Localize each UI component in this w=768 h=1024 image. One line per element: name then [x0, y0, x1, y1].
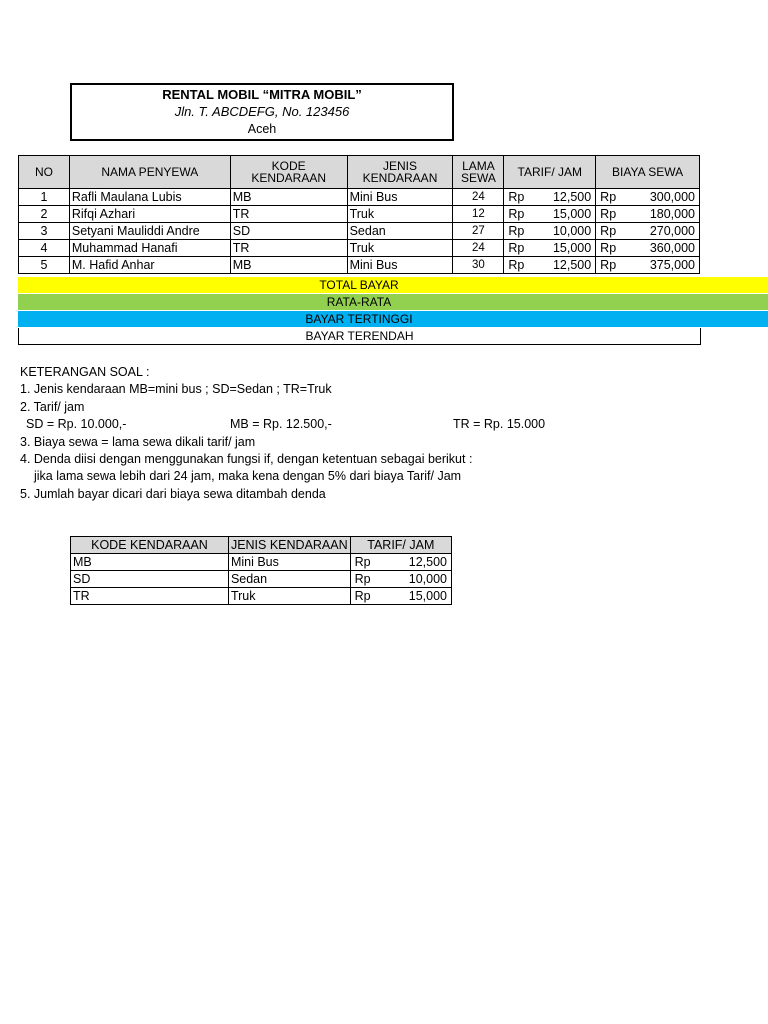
- tarif-sd: SD = Rp. 10.000,-: [26, 417, 127, 432]
- currency-label: Rp: [600, 207, 617, 221]
- cell-kode[interactable]: TR: [230, 206, 347, 223]
- currency-label: Rp: [508, 190, 525, 204]
- tarif-list: [20, 416, 546, 433]
- currency-label: Rp: [354, 589, 371, 603]
- bayar-tertinggi-label: BAYAR TERTINGGI: [305, 312, 413, 326]
- table-row: [19, 257, 700, 274]
- cell-lama[interactable]: 27: [453, 223, 504, 240]
- total-bayar-row[interactable]: [18, 277, 768, 293]
- cell-tarif[interactable]: [504, 257, 596, 274]
- note-line-5: 5. Jumlah bayar dicari dari biaya sewa ditambah denda: [20, 486, 326, 501]
- cell-nama[interactable]: Setyani Mauliddi Andre: [69, 223, 230, 240]
- cell-nama[interactable]: Rafli Maulana Lubis: [69, 189, 230, 206]
- cell-tarif[interactable]: [504, 189, 596, 206]
- biaya-value: 270,000: [649, 224, 695, 238]
- cell-tarif[interactable]: [504, 206, 596, 223]
- col-header-jenis-line1: JENIS: [383, 159, 418, 173]
- bayar-terendah-row[interactable]: [18, 328, 701, 345]
- cell-biaya[interactable]: [596, 189, 700, 206]
- cell-no[interactable]: 4: [19, 240, 70, 257]
- note-line-4b: jika lama sewa lebih dari 24 jam, maka kena dengan 5% dari biaya Tarif/ Jam: [34, 469, 462, 484]
- currency-label: Rp: [508, 224, 525, 238]
- ref-cell-kode[interactable]: MB: [71, 554, 229, 571]
- currency-label: Rp: [354, 572, 371, 586]
- cell-lama[interactable]: 24: [453, 240, 504, 257]
- bayar-terendah-label: BAYAR TERENDAH: [305, 329, 414, 343]
- col-header-no[interactable]: NO: [19, 156, 70, 189]
- cell-lama[interactable]: 24: [453, 189, 504, 206]
- table-row: [71, 588, 452, 605]
- ref-cell-tarif[interactable]: [350, 554, 451, 571]
- table-row: [71, 554, 452, 571]
- col-header-kode[interactable]: KODE KENDARAAN: [230, 156, 347, 189]
- header-box: [70, 83, 454, 141]
- col-header-nama[interactable]: NAMA PENYEWA: [69, 156, 230, 189]
- tarif-value: 15,000: [552, 207, 592, 221]
- ref-cell-jenis[interactable]: Truk: [228, 588, 350, 605]
- note-line-1: 1. Jenis kendaraan MB=mini bus ; SD=Sedan ; TR=Truk: [20, 382, 332, 397]
- ref-header-jenis[interactable]: JENIS KENDARAAN: [228, 537, 350, 554]
- notes-section: [20, 364, 546, 503]
- tarif-reference-table: [70, 536, 452, 605]
- ref-cell-tarif[interactable]: [350, 588, 451, 605]
- tarif-tr: TR = Rp. 15.000: [453, 417, 546, 432]
- currency-label: Rp: [508, 207, 525, 221]
- col-header-lama-line2: SEWA: [460, 171, 496, 185]
- cell-no[interactable]: 3: [19, 223, 70, 240]
- table-row: [19, 240, 700, 257]
- cell-kode[interactable]: MB: [230, 257, 347, 274]
- currency-label: Rp: [600, 241, 617, 255]
- tarif-mb: MB = Rp. 12.500,-: [230, 417, 332, 432]
- tarif-value: 10,000: [552, 224, 592, 238]
- ref-tarif-value: 12,500: [408, 555, 447, 569]
- cell-no[interactable]: 1: [19, 189, 70, 206]
- ref-tarif-value: 10,000: [408, 572, 447, 586]
- ref-cell-jenis[interactable]: Mini Bus: [228, 554, 350, 571]
- tarif-value: 12,500: [552, 190, 592, 204]
- table-row: [71, 571, 452, 588]
- cell-nama[interactable]: Muhammad Hanafi: [69, 240, 230, 257]
- table-row: [19, 223, 700, 240]
- ref-cell-kode[interactable]: TR: [71, 588, 229, 605]
- col-header-lama-line1: LAMA: [462, 159, 495, 173]
- currency-label: Rp: [600, 224, 617, 238]
- cell-biaya[interactable]: [596, 240, 700, 257]
- bayar-tertinggi-row[interactable]: [18, 311, 768, 327]
- col-header-biaya[interactable]: BIAYA SEWA: [596, 156, 700, 189]
- ref-tarif-value: 15,000: [408, 589, 447, 603]
- company-city: Aceh: [247, 122, 277, 136]
- cell-jenis[interactable]: Sedan: [347, 223, 453, 240]
- biaya-value: 375,000: [649, 258, 695, 272]
- biaya-value: 300,000: [649, 190, 695, 204]
- cell-biaya[interactable]: [596, 206, 700, 223]
- currency-label: Rp: [508, 241, 525, 255]
- cell-lama[interactable]: 12: [453, 206, 504, 223]
- note-line-4: 4. Denda diisi dengan menggunakan fungsi if, dengan ketentuan sebagai berikut :: [20, 452, 473, 467]
- ref-cell-jenis[interactable]: Sedan: [228, 571, 350, 588]
- currency-label: Rp: [508, 258, 525, 272]
- rental-table-header: [19, 156, 700, 189]
- cell-biaya[interactable]: [596, 257, 700, 274]
- tarif-value: 12,500: [552, 258, 592, 272]
- cell-biaya[interactable]: [596, 223, 700, 240]
- cell-no[interactable]: 2: [19, 206, 70, 223]
- notes-heading: KETERANGAN SOAL :: [20, 365, 150, 379]
- cell-tarif[interactable]: [504, 240, 596, 257]
- cell-jenis[interactable]: Truk: [347, 206, 453, 223]
- rental-table: [18, 155, 700, 274]
- cell-nama[interactable]: M. Hafid Anhar: [69, 257, 230, 274]
- biaya-value: 180,000: [649, 207, 695, 221]
- company-title: RENTAL MOBIL “MITRA MOBIL”: [162, 87, 362, 102]
- ref-header-kode[interactable]: KODE KENDARAAN: [71, 537, 229, 554]
- note-line-2: 2. Tarif/ jam: [20, 399, 85, 414]
- tarif-value: 15,000: [552, 241, 592, 255]
- cell-jenis[interactable]: Truk: [347, 240, 453, 257]
- cell-nama[interactable]: Rifqi Azhari: [69, 206, 230, 223]
- rata-rata-row[interactable]: [18, 294, 768, 310]
- col-header-jenis-line2: KENDARAAN: [362, 171, 438, 185]
- biaya-value: 360,000: [649, 241, 695, 255]
- rata-rata-label: RATA-RATA: [326, 295, 392, 309]
- company-address: Jln. T. ABCDEFG, No. 123456: [174, 104, 350, 119]
- total-bayar-label: TOTAL BAYAR: [319, 278, 399, 292]
- cell-no[interactable]: 5: [19, 257, 70, 274]
- cell-kode[interactable]: MB: [230, 189, 347, 206]
- cell-tarif[interactable]: [504, 223, 596, 240]
- cell-lama[interactable]: 30: [453, 257, 504, 274]
- col-header-tarif[interactable]: TARIF/ JAM: [504, 156, 596, 189]
- currency-label: Rp: [354, 555, 371, 569]
- cell-jenis[interactable]: Mini Bus: [347, 189, 453, 206]
- ref-table-header: [71, 537, 452, 554]
- table-row: [19, 189, 700, 206]
- col-header-jenis[interactable]: [347, 156, 453, 189]
- ref-cell-tarif[interactable]: [350, 571, 451, 588]
- cell-kode[interactable]: TR: [230, 240, 347, 257]
- note-line-3: 3. Biaya sewa = lama sewa dikali tarif/ jam: [20, 434, 256, 449]
- ref-cell-kode[interactable]: SD: [71, 571, 229, 588]
- table-row: [19, 206, 700, 223]
- col-header-lama[interactable]: [453, 156, 504, 189]
- cell-kode[interactable]: SD: [230, 223, 347, 240]
- currency-label: Rp: [600, 190, 617, 204]
- cell-jenis[interactable]: Mini Bus: [347, 257, 453, 274]
- currency-label: Rp: [600, 258, 617, 272]
- ref-header-tarif[interactable]: TARIF/ JAM: [350, 537, 451, 554]
